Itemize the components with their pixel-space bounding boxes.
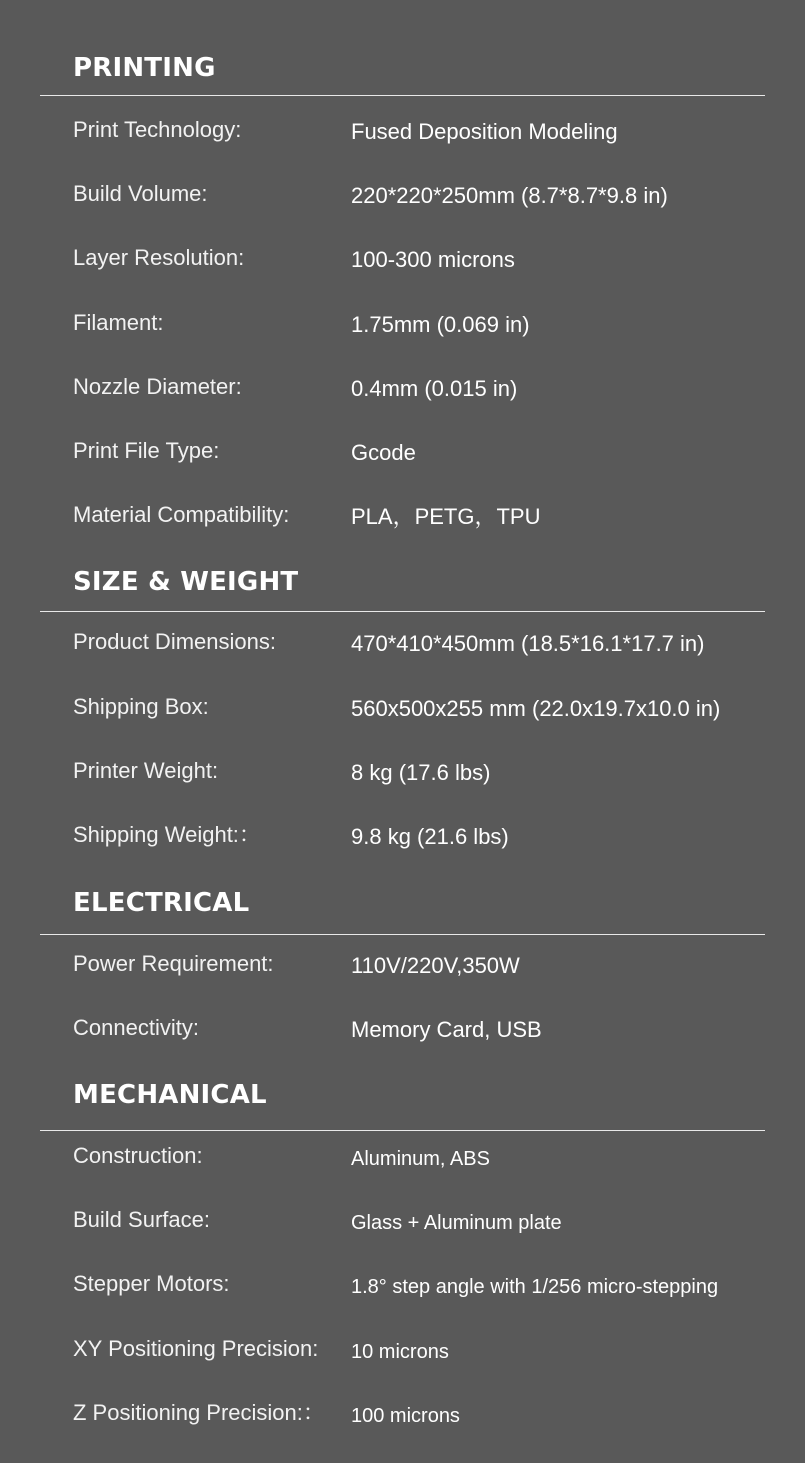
section-divider [40, 95, 765, 96]
spec-row-filament [0, 312, 805, 346]
spec-value: Gcode [351, 440, 416, 465]
spec-value: Aluminum, ABS [351, 1148, 490, 1170]
spec-value: 110V/220V,350W [351, 953, 520, 978]
section-divider [40, 611, 765, 612]
spec-row-print-technology [0, 119, 805, 153]
spec-value: Glass + Aluminum plate [351, 1212, 562, 1234]
spec-label: Print Technology: [73, 117, 242, 142]
spec-value: 1.75mm (0.069 in) [351, 312, 530, 337]
spec-label: Material Compatibility: [73, 502, 290, 527]
spec-value: 0.4mm (0.015 in) [351, 376, 518, 401]
spec-label: Connectivity: [73, 1015, 199, 1040]
section-divider [40, 934, 765, 935]
spec-row-construction [0, 1145, 805, 1179]
spec-label: Layer Resolution: [73, 245, 245, 270]
spec-row-connectivity [0, 1017, 805, 1051]
spec-row-build-volume [0, 183, 805, 217]
spec-value: 100 microns [351, 1405, 460, 1427]
spec-row-build-surface [0, 1209, 805, 1243]
section-title-size-weight: SIZE & WEIGHT [73, 567, 299, 597]
spec-value: 9.8 kg (21.6 lbs) [351, 824, 509, 849]
spec-row-stepper-motors [0, 1273, 805, 1307]
spec-value: 220*220*250mm (8.7*8.7*9.8 in) [351, 183, 668, 208]
section-title-electrical: ELECTRICAL [73, 888, 250, 918]
spec-label: Power Requirement: [73, 951, 274, 976]
spec-row-print-file-type [0, 440, 805, 474]
spec-label: Shipping Weight:： [73, 822, 261, 847]
spec-label: Z Positioning Precision:： [73, 1400, 325, 1425]
spec-row-layer-resolution [0, 247, 805, 281]
spec-value: PLA，PETG，TPU [351, 504, 541, 529]
spec-label: Build Volume: [73, 181, 208, 206]
spec-value: 10 microns [351, 1341, 449, 1363]
spec-row-power-requirement [0, 953, 805, 987]
spec-row-shipping-box [0, 696, 805, 730]
spec-label: Print File Type: [73, 438, 220, 463]
spec-row-xy-positioning-precision [0, 1338, 805, 1372]
section-divider [40, 1130, 765, 1131]
spec-label: Product Dimensions: [73, 629, 276, 654]
spec-label: Printer Weight: [73, 758, 219, 783]
spec-value: 1.8° step angle with 1/256 micro-stepping [351, 1276, 719, 1298]
spec-value: 470*410*450mm (18.5*16.1*17.7 in) [351, 631, 705, 656]
spec-row-material-compatibility [0, 504, 805, 538]
spec-value: 8 kg (17.6 lbs) [351, 760, 491, 785]
spec-row-printer-weight [0, 760, 805, 794]
spec-row-shipping-weight [0, 824, 805, 858]
spec-label: Construction: [73, 1143, 203, 1168]
spec-label: Shipping Box: [73, 694, 209, 719]
spec-value: 560x500x255 mm (22.0x19.7x10.0 in) [351, 696, 721, 721]
spec-row-product-dimensions [0, 631, 805, 665]
spec-value: Memory Card, USB [351, 1017, 542, 1042]
section-title-mechanical: MECHANICAL [73, 1080, 267, 1110]
spec-label: Build Surface: [73, 1207, 210, 1232]
spec-value: 100-300 microns [351, 247, 515, 272]
spec-label: Stepper Motors: [73, 1271, 230, 1296]
spec-row-nozzle-diameter [0, 376, 805, 410]
spec-row-z-positioning-precision [0, 1402, 805, 1436]
spec-label: Nozzle Diameter: [73, 374, 242, 399]
section-title-printing: PRINTING [73, 53, 216, 83]
spec-value: Fused Deposition Modeling [351, 119, 618, 144]
spec-label: XY Positioning Precision: [73, 1336, 319, 1361]
spec-label: Filament: [73, 310, 164, 335]
